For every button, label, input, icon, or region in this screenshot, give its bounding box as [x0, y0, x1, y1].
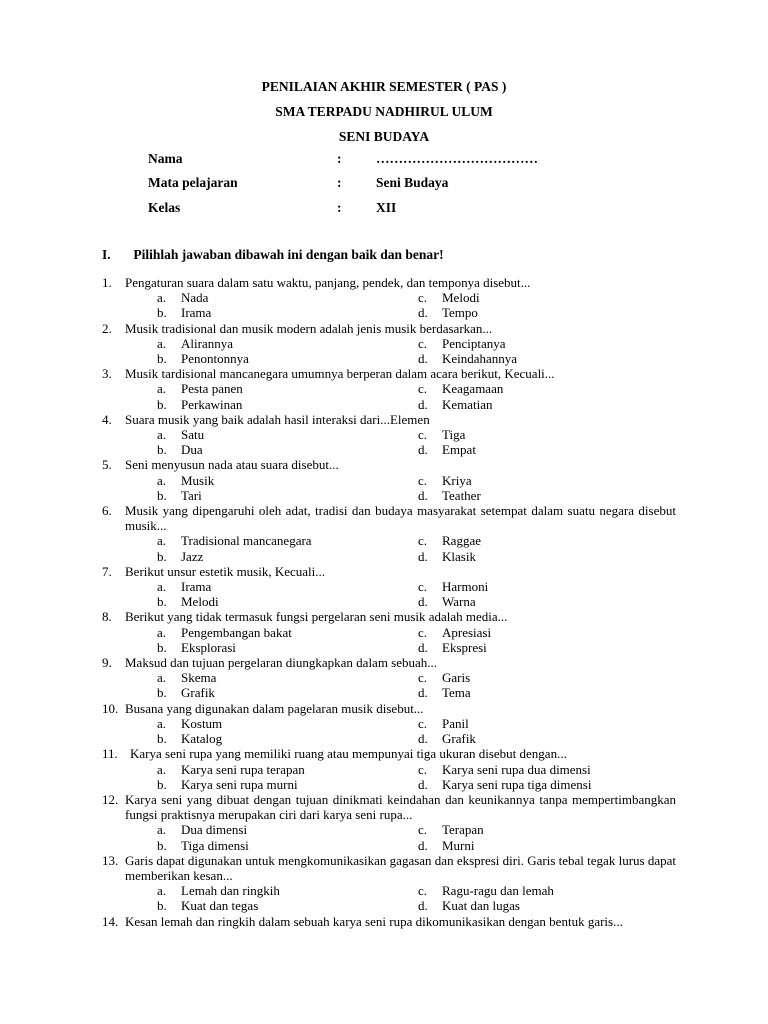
option-letter: b.: [157, 442, 167, 458]
option-text: Pengembangan bakat: [181, 624, 292, 640]
question-text: Seni menyusun nada atau suara disebut...: [125, 457, 339, 473]
option-text: Kostum: [181, 715, 223, 731]
answer-option-b[interactable]: [102, 351, 418, 366]
option-letter: b.: [157, 548, 167, 564]
question-item: [102, 503, 676, 564]
option-text: Tari: [181, 487, 202, 503]
answer-option-a[interactable]: [102, 883, 418, 898]
option-text: Grafik: [181, 685, 215, 701]
subject-title: SENI BUDAYA: [338, 129, 430, 144]
answer-option-d[interactable]: [418, 777, 676, 792]
answer-option-a[interactable]: [102, 533, 418, 548]
question-number: 2.: [102, 320, 112, 336]
answer-option-c[interactable]: [418, 473, 676, 488]
answer-option-c[interactable]: [418, 822, 676, 837]
option-text: Tradisional mancanegara: [181, 533, 312, 549]
option-letter: a.: [157, 335, 167, 351]
option-letter: b.: [157, 351, 167, 367]
option-letter: b.: [157, 731, 167, 747]
option-letter: c.: [418, 381, 428, 397]
option-text: Kuat dan lugas: [442, 898, 520, 914]
question-text: Karya seni rupa yang memiliki ruang atau mempunyai tiga ukuran disebut dengan...: [130, 746, 567, 762]
option-letter: d.: [418, 639, 428, 655]
question-item: [102, 412, 676, 458]
question-item: [102, 655, 676, 701]
answer-option-c[interactable]: [418, 381, 676, 396]
option-letter: d.: [418, 305, 428, 321]
option-text: Tiga: [442, 427, 466, 443]
question-text: Musik yang dipengaruhi oleh adat, tradisi dan budaya masyarakat setempat dalam suatu negara disebut musik...: [125, 503, 676, 534]
answer-option-d[interactable]: [418, 442, 676, 457]
option-text: Dua: [181, 442, 203, 458]
answer-option-a[interactable]: [102, 473, 418, 488]
question-number: 6.: [102, 503, 112, 519]
question-item: [102, 609, 676, 655]
option-letter: d.: [418, 731, 428, 747]
section-number: I.: [102, 247, 111, 262]
question-text: Garis dapat digunakan untuk mengkomunikasikan gagasan dan ekspresi diri. Garis tebal tegak lurus dapat memberikan kesan...: [125, 852, 676, 883]
option-letter: b.: [157, 594, 167, 610]
answer-option-a[interactable]: [102, 822, 418, 837]
option-text: Empat: [442, 442, 476, 458]
option-text: Tempo: [442, 305, 478, 321]
option-text: Kriya: [442, 472, 472, 488]
option-text: Irama: [181, 305, 212, 321]
option-letter: d.: [418, 548, 428, 564]
question-number: 3.: [102, 366, 112, 382]
option-text: Perkawinan: [181, 396, 243, 412]
option-text: Terapan: [442, 822, 484, 838]
option-letter: c.: [418, 472, 428, 488]
question-number: 12.: [102, 791, 119, 807]
option-text: Penontonnya: [181, 351, 249, 367]
option-letter: c.: [418, 761, 428, 777]
option-text: Tema: [442, 685, 471, 701]
option-text: Melodi: [181, 594, 219, 610]
option-letter: a.: [157, 624, 167, 640]
question-item: [102, 457, 676, 503]
question-item: [102, 564, 676, 610]
answer-option-d[interactable]: [418, 351, 676, 366]
option-text: Keagamaan: [442, 381, 504, 397]
option-letter: d.: [418, 898, 428, 914]
answer-option-b[interactable]: [102, 640, 418, 655]
option-letter: c.: [418, 290, 428, 306]
class-label: Kelas: [148, 200, 181, 215]
option-letter: b.: [157, 487, 167, 503]
answer-option-a[interactable]: [102, 716, 418, 731]
option-text: Alirannya: [181, 335, 233, 351]
question-text: Karya seni yang dibuat dengan tujuan dinikmati keindahan dan keunikannya tanpa mempertimbangkan fungsi praktisnya merupakan ciri dari karya seni rupa...: [125, 791, 676, 823]
option-letter: a.: [157, 715, 167, 731]
question-text: Berikut unsur estetik musik, Kecuali...: [125, 563, 326, 579]
option-letter: d.: [418, 594, 428, 610]
option-letter: c.: [418, 579, 428, 595]
question-number: 5.: [102, 457, 112, 473]
option-text: Irama: [181, 579, 212, 595]
option-text: Klasik: [442, 548, 476, 564]
option-text: Jazz: [181, 548, 204, 564]
question-item: [102, 275, 676, 321]
option-letter: b.: [157, 639, 167, 655]
option-letter: d.: [418, 396, 428, 412]
question-list: [102, 275, 676, 929]
question-item: [102, 321, 676, 367]
answer-option-a[interactable]: [102, 670, 418, 685]
answer-option-a[interactable]: [102, 762, 418, 777]
answer-option-b[interactable]: [102, 898, 418, 913]
option-letter: d.: [418, 351, 428, 367]
option-text: Garis: [442, 670, 471, 686]
question-text: Maksud dan tujuan pergelaran diungkapkan dalam sebuah...: [125, 655, 438, 671]
answer-option-b[interactable]: [102, 442, 418, 457]
name-colon: :: [337, 151, 342, 166]
option-text: Pesta panen: [181, 381, 243, 397]
answer-option-b[interactable]: [102, 549, 418, 564]
option-letter: a.: [157, 427, 167, 443]
option-text: Kematian: [442, 396, 493, 412]
section-instruction: Pilihlah jawaban dibawah ini dengan baik dan benar!: [133, 247, 444, 262]
answer-option-b[interactable]: [102, 731, 418, 746]
option-text: Ragu-ragu dan lemah: [442, 883, 554, 899]
answer-option-d[interactable]: [418, 397, 676, 412]
subject-label: Mata pelajaran: [148, 175, 238, 190]
question-number: 10.: [102, 700, 119, 716]
answer-option-d[interactable]: [418, 488, 676, 503]
option-text: Warna: [442, 594, 476, 610]
option-text: Murni: [442, 837, 475, 853]
option-letter: b.: [157, 898, 167, 914]
answer-option-c[interactable]: [418, 579, 676, 594]
option-letter: b.: [157, 305, 167, 321]
answer-option-c[interactable]: [418, 883, 676, 898]
question-number: 11.: [102, 746, 118, 762]
question-item: [102, 701, 676, 747]
option-letter: d.: [418, 685, 428, 701]
answer-option-c[interactable]: [418, 427, 676, 442]
option-letter: a.: [157, 472, 167, 488]
answer-option-a[interactable]: [102, 336, 418, 351]
answer-option-d[interactable]: [418, 305, 676, 320]
option-letter: c.: [418, 427, 428, 443]
option-letter: c.: [418, 533, 428, 549]
exam-title: PENILAIAN AKHIR SEMESTER ( PAS ): [261, 79, 507, 94]
answer-option-b[interactable]: [102, 777, 418, 792]
name-label: Nama: [148, 151, 183, 166]
option-letter: c.: [418, 715, 428, 731]
answer-option-b[interactable]: [102, 488, 418, 503]
option-text: Keindahannya: [442, 351, 518, 367]
option-text: Tiga dimensi: [181, 837, 249, 853]
option-letter: a.: [157, 381, 167, 397]
option-letter: d.: [418, 776, 428, 792]
answer-option-b[interactable]: [102, 594, 418, 609]
option-text: Kuat dan tegas: [181, 898, 259, 914]
option-text: Eksplorasi: [181, 639, 236, 655]
option-letter: c.: [418, 670, 428, 686]
answer-option-c[interactable]: [418, 716, 676, 731]
class-value: XII: [376, 200, 397, 215]
option-letter: b.: [157, 396, 167, 412]
answer-option-b[interactable]: [102, 838, 418, 853]
option-letter: c.: [418, 822, 428, 838]
answer-option-d[interactable]: [418, 731, 676, 746]
question-text: Berikut yang tidak termasuk fungsi pergelaran seni musik adalah media...: [125, 609, 508, 625]
question-number: 1.: [102, 275, 112, 290]
answer-option-a[interactable]: [102, 381, 418, 396]
question-number: 4.: [102, 411, 112, 427]
answer-option-b[interactable]: [102, 397, 418, 412]
option-letter: b.: [157, 776, 167, 792]
answer-option-d[interactable]: [418, 838, 676, 853]
name-field[interactable]: ………………………………: [376, 151, 538, 166]
answer-option-d[interactable]: [418, 898, 676, 913]
option-text: Panil: [442, 715, 469, 731]
question-item: [102, 366, 676, 412]
option-text: Karya seni rupa terapan: [181, 761, 305, 777]
subject-colon: :: [337, 175, 342, 190]
option-text: Harmoni: [442, 579, 489, 595]
option-letter: a.: [157, 822, 167, 838]
question-text: Musik tradisional dan musik modern adalah jenis musik berdasarkan...: [125, 320, 493, 336]
option-text: Karya seni rupa dua dimensi: [442, 761, 591, 777]
question-text: Musik tardisional mancanegara umumnya berperan dalam acara berikut, Kecuali...: [125, 366, 555, 382]
answer-option-b[interactable]: [102, 305, 418, 320]
option-letter: b.: [157, 837, 167, 853]
class-colon: :: [337, 200, 342, 215]
option-text: Karya seni rupa tiga dimensi: [442, 776, 592, 792]
answer-option-d[interactable]: [418, 549, 676, 564]
answer-option-c[interactable]: [418, 336, 676, 351]
option-text: Skema: [181, 670, 217, 686]
option-letter: c.: [418, 335, 428, 351]
answer-option-b[interactable]: [102, 685, 418, 700]
option-letter: b.: [157, 685, 167, 701]
option-text: Katalog: [181, 731, 223, 747]
option-letter: a.: [157, 290, 167, 306]
option-text: Lemah dan ringkih: [181, 883, 280, 899]
option-text: Nada: [181, 290, 209, 306]
option-text: Dua dimensi: [181, 822, 248, 838]
option-letter: a.: [157, 579, 167, 595]
answer-option-c[interactable]: [418, 290, 676, 305]
option-letter: d.: [418, 487, 428, 503]
option-letter: a.: [157, 883, 167, 899]
question-item: [102, 746, 676, 792]
option-text: Satu: [181, 427, 205, 443]
question-text: Pengaturan suara dalam satu waktu, panjang, pendek, dan temponya disebut...: [125, 275, 531, 290]
question-text: Kesan lemah dan ringkih dalam sebuah karya seni rupa dikomunikasikan dengan bentuk garis...: [125, 913, 623, 929]
subject-value: Seni Budaya: [376, 175, 449, 190]
option-text: Apresiasi: [442, 624, 492, 640]
question-number: 9.: [102, 655, 112, 671]
answer-option-a[interactable]: [102, 625, 418, 640]
section-heading: [102, 247, 444, 263]
school-name: SMA TERPADU NADHIRUL ULUM: [275, 104, 493, 119]
question-number: 14.: [102, 913, 119, 929]
question-item: [102, 792, 676, 853]
option-letter: a.: [157, 533, 167, 549]
answer-option-a[interactable]: [102, 427, 418, 442]
answer-option-c[interactable]: [418, 533, 676, 548]
answer-option-d[interactable]: [418, 640, 676, 655]
option-text: Penciptanya: [442, 335, 506, 351]
option-text: Karya seni rupa murni: [181, 776, 298, 792]
option-text: Ekspresi: [442, 639, 487, 655]
option-text: Grafik: [442, 731, 476, 747]
option-letter: c.: [418, 883, 428, 899]
option-text: Teather: [442, 487, 481, 503]
question-item: [102, 914, 676, 929]
option-text: Raggae: [442, 533, 481, 549]
answer-option-a[interactable]: [102, 579, 418, 594]
answer-option-d[interactable]: [418, 685, 676, 700]
answer-option-c[interactable]: [418, 762, 676, 777]
option-letter: d.: [418, 837, 428, 853]
option-letter: a.: [157, 670, 167, 686]
question-text: Busana yang digunakan dalam pagelaran musik disebut...: [125, 700, 424, 716]
answer-option-c[interactable]: [418, 625, 676, 640]
answer-option-d[interactable]: [418, 594, 676, 609]
answer-option-a[interactable]: [102, 290, 418, 305]
option-text: Musik: [181, 472, 215, 488]
question-number: 8.: [102, 609, 112, 625]
question-number: 7.: [102, 563, 112, 579]
option-letter: d.: [418, 442, 428, 458]
question-number: 13.: [102, 852, 119, 868]
answer-option-c[interactable]: [418, 670, 676, 685]
option-text: Melodi: [442, 290, 480, 306]
question-text: Suara musik yang baik adalah hasil interaksi dari...Elemen: [125, 411, 430, 427]
option-letter: c.: [418, 624, 428, 640]
option-letter: a.: [157, 761, 167, 777]
question-item: [102, 853, 676, 914]
